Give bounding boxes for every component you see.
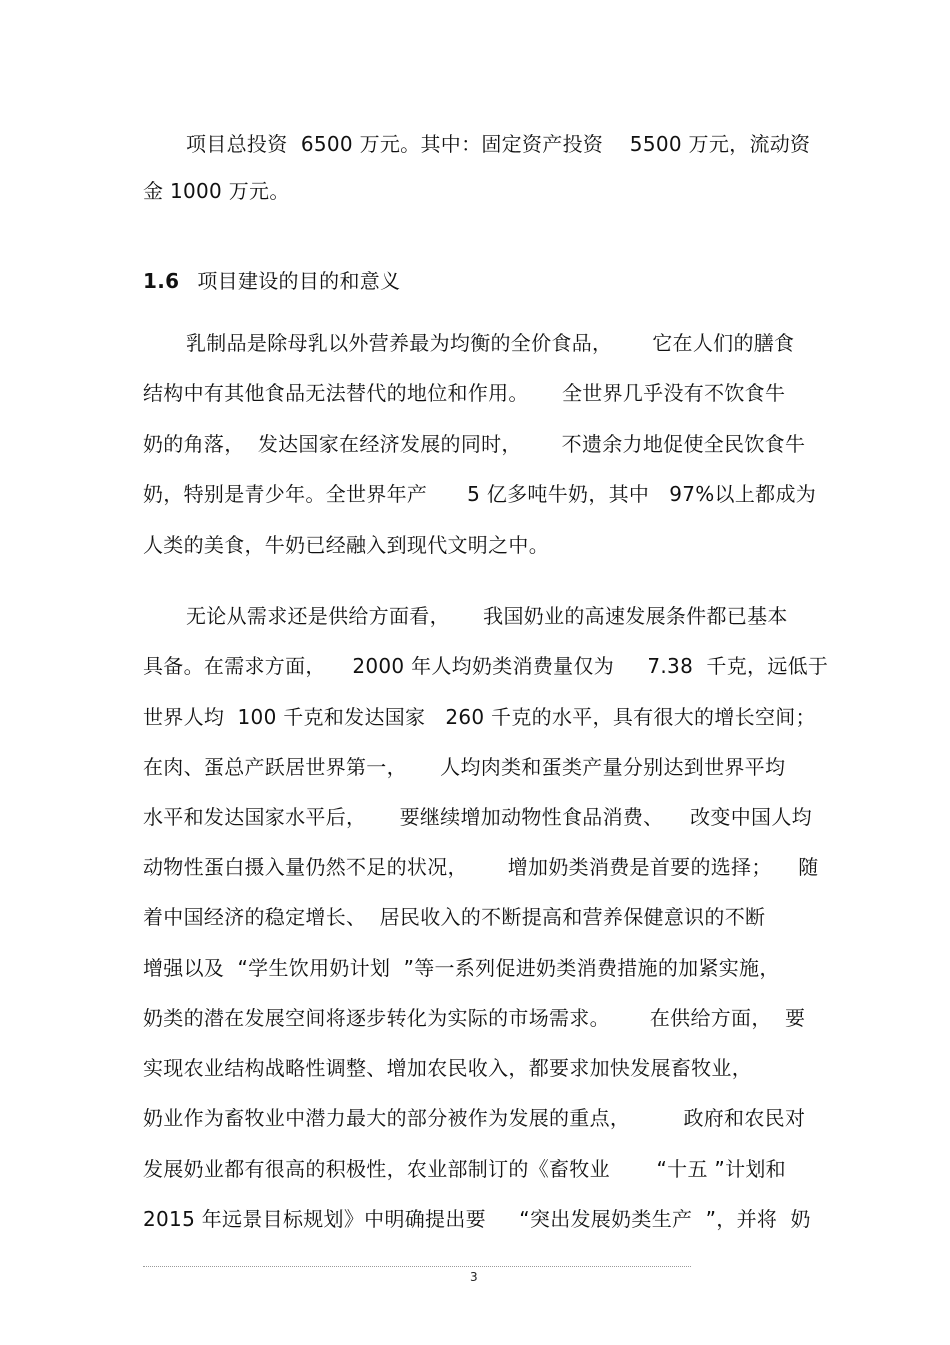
text-line: 着中国经济的稳定增长、 居民收入的不断提高和营养保健意识的不断 [143,905,766,929]
text-line: 无论从需求还是供给方面看， 我国奶业的高速发展条件都已基本 [186,604,788,628]
text-line: 奶，特别是青少年。全世界年产 5 亿多吨牛奶，其中 97%以上都成为 [143,482,817,506]
text-line: 动物性蛋白摄入量仍然不足的状况， 增加奶类消费是首要的选择； 随 [143,855,819,879]
text-line: 在肉、蛋总产跃居世界第一， 人均肉类和蛋类产量分别达到世界平均 [143,755,786,779]
text-line: 奶的角落， 发达国家在经济发展的同时， 不遗余力地促使全民饮食牛 [143,432,806,456]
section-title: 项目建设的目的和意义 [197,269,401,293]
text-line: 奶类的潜在发展空间将逐步转化为实际的市场需求。 在供给方面， 要 [143,1006,806,1030]
text-line: 项目总投资 6500 万元。其中：固定资产投资 5500 万元，流动资 [186,132,811,156]
text-line: 增强以及 “学生饮用奶计划 ”等一系列促进奶类消费措施的加紧实施， [143,956,780,980]
text-line: 具备。在需求方面， 2000 年人均奶类消费量仅为 7.38 千克，远低于 [143,654,829,678]
text-line: 发展奶业都有很高的积极性，农业部制订的《畜牧业 “十五 ”计划和 [143,1157,786,1181]
text-line: 奶业作为畜牧业中潜力最大的部分被作为发展的重点， 政府和农民对 [143,1106,806,1130]
text-line: 乳制品是除母乳以外营养最为均衡的全价食品， 它在人们的膳食 [186,331,795,355]
text-line: 金 1000 万元。 [143,179,290,203]
section-heading [143,268,400,294]
text-line: 人类的美食，牛奶已经融入到现代文明之中。 [143,533,549,557]
footer-divider [143,1266,691,1267]
text-line: 结构中有其他食品无法替代的地位和作用。 全世界几乎没有不饮食牛 [143,381,786,405]
section-number: 1.6 [143,269,180,293]
page-number: 3 [470,1270,478,1284]
text-line: 水平和发达国家水平后， 要继续增加动物性食品消费、 改变中国人均 [143,805,812,829]
text-line: 2015 年远景目标规划》中明确提出要 “突出发展奶类生产 ”，并将 奶 [143,1207,811,1231]
text-line: 世界人均 100 千克和发达国家 260 千克的水平，具有很大的增长空间； [143,705,816,729]
text-line: 实现农业结构战略性调整、增加农民收入，都要求加快发展畜牧业， [143,1056,752,1080]
